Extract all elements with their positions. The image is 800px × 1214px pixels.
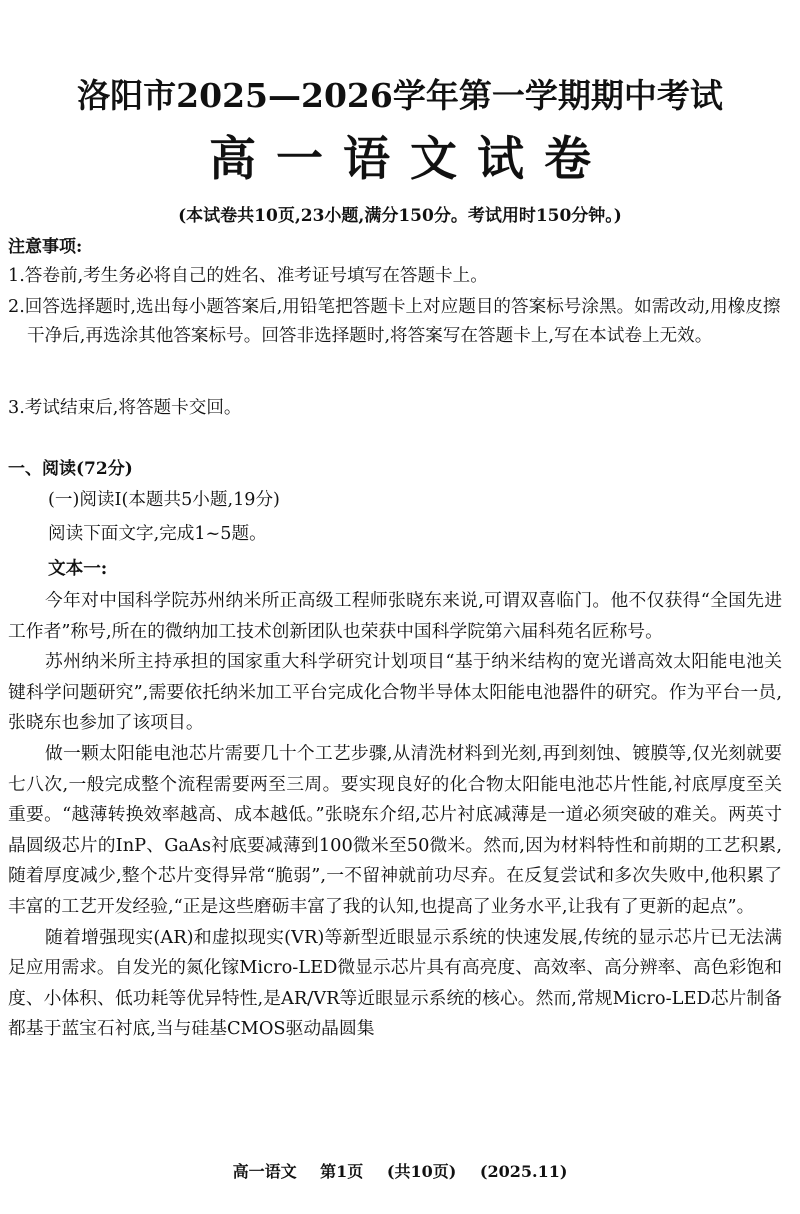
paragraph-1: 今年对中国科学院苏州纳米所正高级工程师张晓东来说,可谓双喜临门。他不仅获得“全国先进工作者”称号,所在的微纳加工技术创新团队也荣获中国科学院第六届科苑名匠称号。 [8,590,782,642]
exam-info: (本试卷共10页,23小题,满分150分。考试用时150分钟。) [178,206,622,226]
footer-subject: 高一语文 [232,1162,297,1181]
reading-passage [8,586,782,1045]
text-label: 文本一: [48,558,108,579]
footer-date: (2025.11) [479,1162,568,1181]
note-item-3: 3.考试结束后,将答题卡交回。 [8,398,242,418]
exam-title: 洛阳市2025—2026学年第一学期期中考试 [77,76,723,115]
footer-page: 第1页 [320,1162,364,1181]
notes-heading: 注意事项: [8,237,83,257]
paragraph-2: 苏州纳米所主持承担的国家重大科学研究计划项目“基于纳米结构的宽光谱高效太阳能电池关键科学问题研究”,需要依托纳米加工平台完成化合物半导体太阳能电池器件的研究。作为平台一员,张晓东也参加了该项目。 [8,651,782,734]
section-heading: 一、阅读(72分) [8,459,133,479]
footer-total: (共10页) [386,1162,457,1181]
section-subheading: (一)阅读Ⅰ(本题共5小题,19分) [48,490,280,510]
paragraph-4: 随着增强现实(AR)和虚拟现实(VR)等新型近眼显示系统的快速发展,传统的显示芯片已无法满足应用需求。自发光的氮化镓Micro-LED微显示芯片具有高亮度、高效率、高分辨率、高色彩饱和度、小体积、低功耗等优异特性,是AR/VR等近眼显示系统的核心。然而,常规Micro-LED芯片制备都基于蓝宝石衬底,当与硅基CMOS驱动晶圆集 [8,926,782,1040]
page-footer [0,1160,800,1184]
paper-title: 高一语文试卷 [209,132,611,187]
paragraph-3: 做一颗太阳能电池芯片需要几十个工艺步骤,从清洗材料到光刻,再到刻蚀、镀膜等,仅光刻就要七八次,一般完成整个流程需要两至三周。要实现良好的化合物太阳能电池芯片性能,衬底厚度至关重要。“越薄转换效率越高、成本越低。”张晓东介绍,芯片衬底减薄是一道必须突破的难关。两英寸晶圆级芯片的InP、GaAs衬底要减薄到100微米至50微米。然而,因为材料特性和前期的工艺积累,随着厚度减少,整个芯片变得异常“脆弱”,一不留神就前功尽弃。在反复尝试和多次失败中,他积累了丰富的工艺开发经验,“正是这些磨砺丰富了我的认知,也提高了业务水平,让我有了更新的起点”。 [8,742,782,917]
note-item-2: 2.回答选择题时,选出每小题答案后,用铅笔把答题卡上对应题目的答案标号涂黑。如需改动,用橡皮擦干净后,再选涂其他答案标号。回答非选择题时,将答案写在答题卡上,写在本试卷上无效。 [8,297,781,346]
note-item-1: 1.答卷前,考生务必将自己的姓名、准考证号填写在答题卡上。 [8,266,488,286]
section-instruction: 阅读下面文字,完成1~5题。 [48,524,267,544]
